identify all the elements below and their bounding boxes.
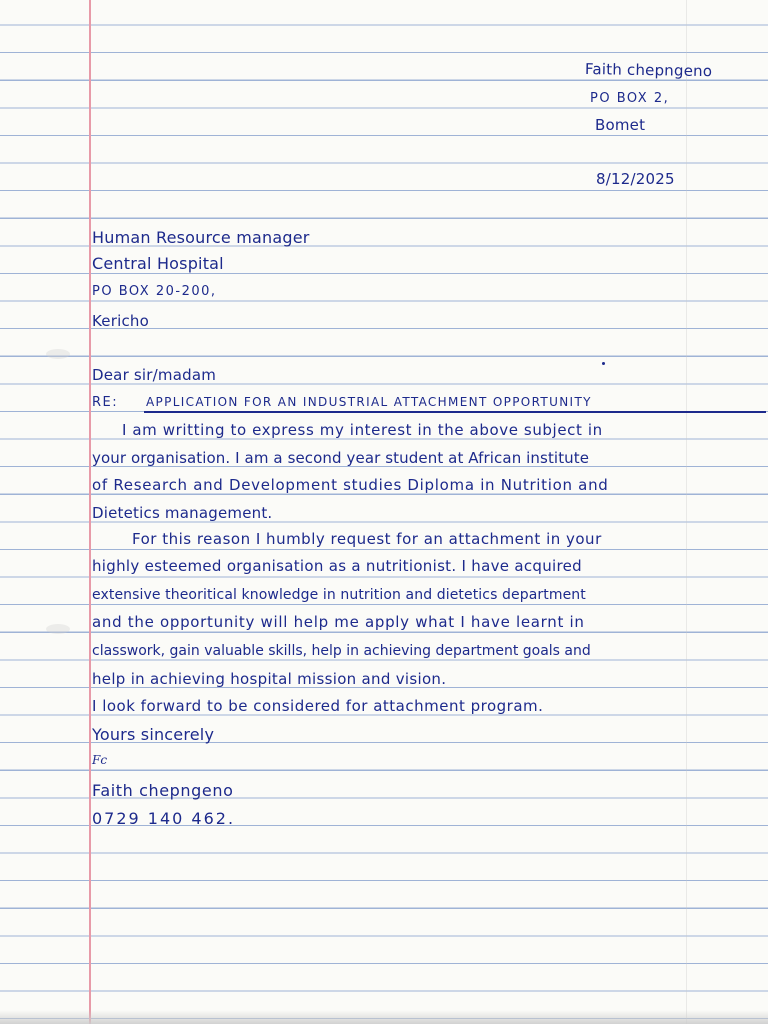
- letter-date: 8/12/2025: [596, 170, 675, 188]
- body-line-10: help in achieving hospital mission and vision.: [92, 670, 447, 688]
- body-line-2: your organisation. I am a second year student at African institute: [92, 449, 590, 467]
- subject-text: APPLICATION FOR AN INDUSTRIAL ATTACHMENT OPPORTUNITY: [146, 395, 592, 409]
- salutation: Dear sir/madam: [92, 366, 217, 384]
- body-line-5: For this reason I humbly request for an attachment in your: [132, 530, 602, 548]
- body-line-1: I am writting to express my interest in the above subject in: [122, 421, 603, 439]
- signer-phone: 0729 140 462.: [92, 809, 236, 828]
- body-line-3: of Research and Development studies Diploma in Nutrition and: [92, 476, 609, 494]
- page-fold-line: [686, 0, 687, 1024]
- margin-line: [89, 0, 91, 1024]
- body-line-11: I look forward to be considered for attachment program.: [92, 697, 544, 715]
- body-line-9: classwork, gain valuable skills, help in achieving department goals and: [92, 643, 591, 659]
- subject-prefix: RE:: [92, 395, 119, 410]
- sender-name: Faith chepngeno: [584, 60, 713, 81]
- signer-name: Faith chepngeno: [92, 781, 234, 800]
- body-line-6: highly esteemed organisation as a nutritionist. I have acquired: [92, 557, 582, 575]
- sender-address-box: PO BOX 2,: [590, 91, 670, 106]
- recipient-address-box: PO BOX 20-200,: [92, 284, 217, 299]
- signature: Fc: [92, 753, 108, 767]
- recipient-town: Kericho: [92, 312, 149, 330]
- punch-hole: [46, 349, 70, 359]
- body-line-4: Dietetics management.: [92, 504, 273, 522]
- subject-underline: [144, 411, 766, 413]
- punch-hole: [46, 624, 70, 634]
- recipient-title: Human Resource manager: [92, 228, 310, 247]
- sender-address-town: Bomet: [595, 116, 646, 134]
- recipient-organisation: Central Hospital: [92, 254, 224, 273]
- closing: Yours sincerely: [92, 725, 215, 744]
- body-line-8: and the opportunity will help me apply what I have learnt in: [92, 613, 585, 631]
- page-bottom-edge: [0, 1010, 768, 1024]
- body-line-7: extensive theoritical knowledge in nutrition and dietetics department: [92, 587, 586, 603]
- ink-dot: [602, 362, 605, 365]
